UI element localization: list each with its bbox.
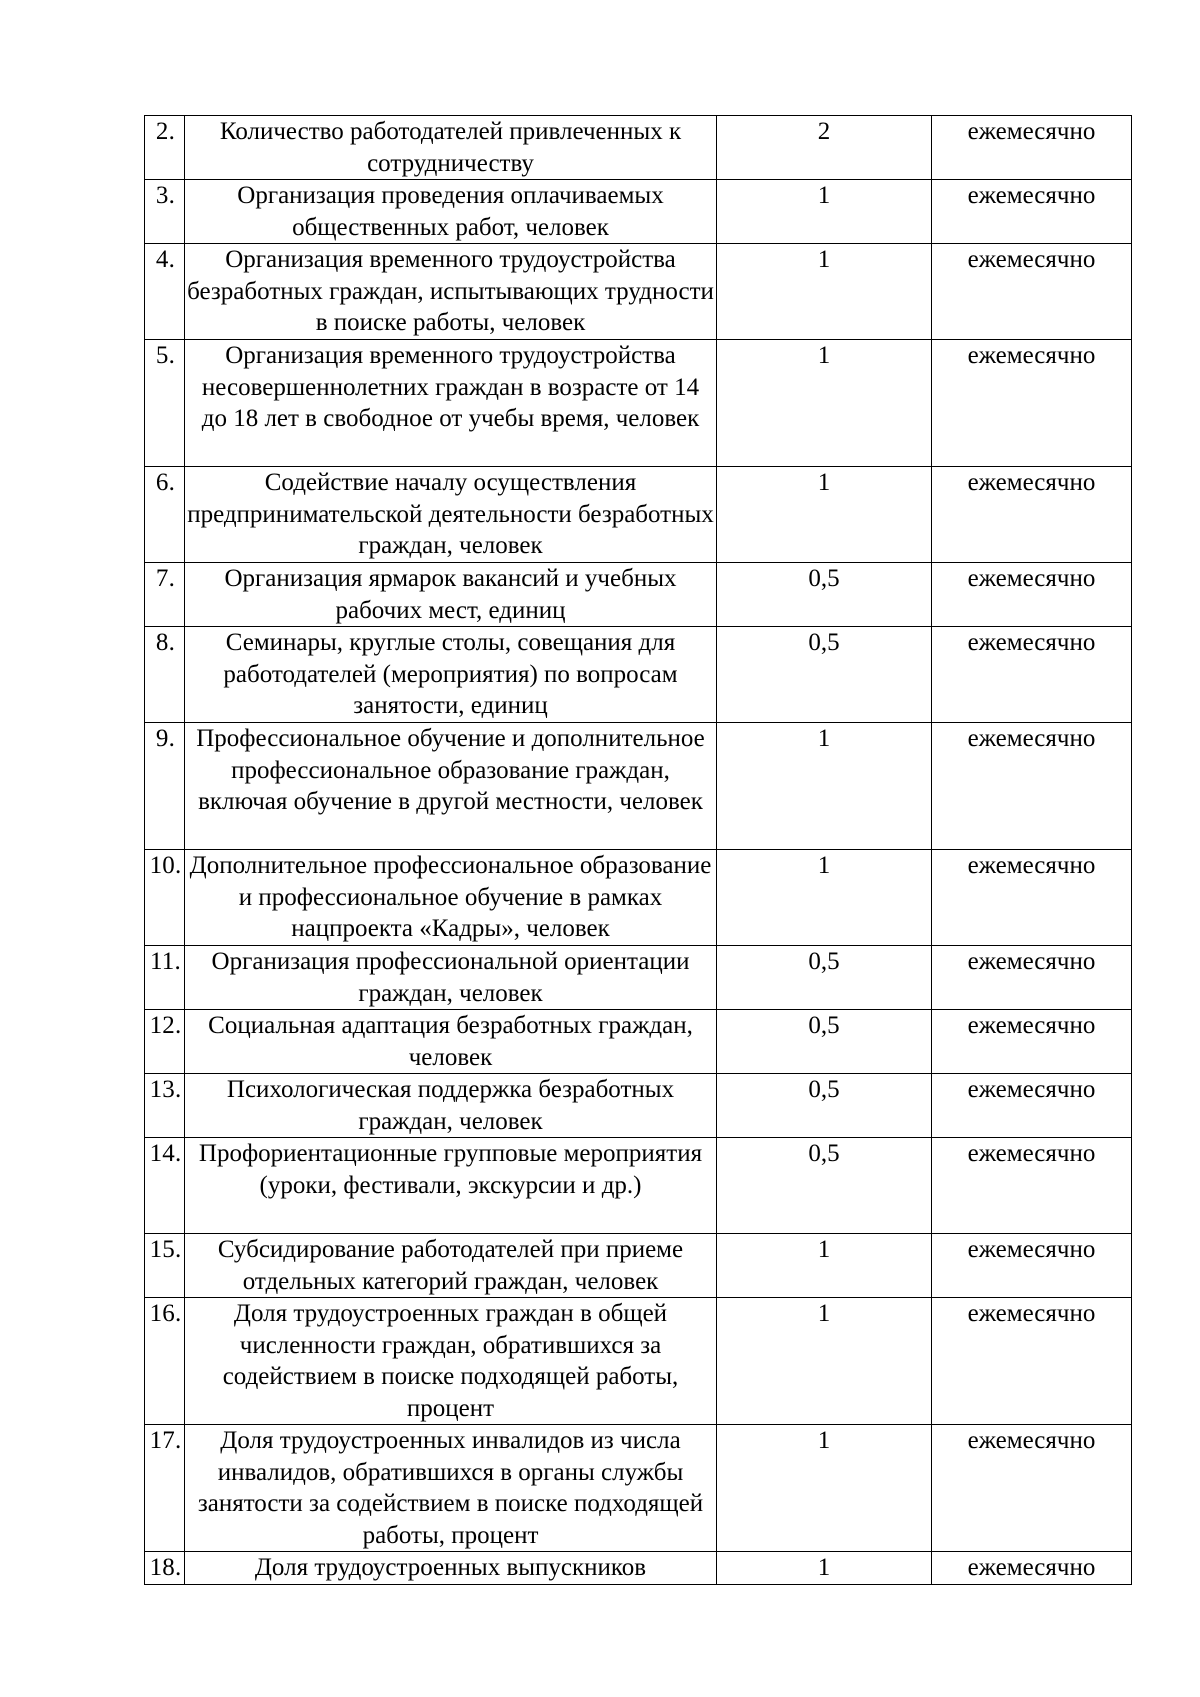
indicator-name: Профессиональное обучение и дополнительное профессиональное образование граждан, включая обучение в другой местности, человек [185, 723, 717, 850]
indicator-value: 2 [717, 116, 932, 180]
indicator-value: 1 [717, 244, 932, 340]
indicator-frequency: ежемесячно [932, 1552, 1132, 1585]
indicator-frequency: ежемесячно [932, 244, 1132, 340]
row-number: 12. [145, 1010, 185, 1074]
indicator-frequency: ежемесячно [932, 1138, 1132, 1234]
indicator-value: 0,5 [717, 946, 932, 1010]
table-row [145, 1552, 1132, 1585]
indicator-frequency: ежемесячно [932, 1010, 1132, 1074]
indicator-value: 1 [717, 1552, 932, 1585]
indicator-value: 0,5 [717, 1138, 932, 1234]
table-row [145, 627, 1132, 723]
table-row [145, 244, 1132, 340]
indicator-name: Количество работодателей привлеченных к сотрудничеству [185, 116, 717, 180]
table-row [145, 1074, 1132, 1138]
indicator-name: Содействие началу осуществления предпринимательской деятельности безработных граждан, человек [185, 467, 717, 563]
indicator-name: Психологическая поддержка безработных граждан, человек [185, 1074, 717, 1138]
table-row [145, 1234, 1132, 1298]
table-row [145, 1010, 1132, 1074]
row-number: 6. [145, 467, 185, 563]
indicator-name: Организация временного трудоустройства несовершеннолетних граждан в возрасте от 14 до 18 лет в свободное от учебы время, человек [185, 340, 717, 467]
indicator-frequency: ежемесячно [932, 723, 1132, 850]
indicator-frequency: ежемесячно [932, 563, 1132, 627]
indicator-frequency: ежемесячно [932, 340, 1132, 467]
indicator-value: 0,5 [717, 1074, 932, 1138]
indicator-name: Организация профессиональной ориентации граждан, человек [185, 946, 717, 1010]
indicator-name: Организация проведения оплачиваемых общественных работ, человек [185, 180, 717, 244]
table-row [145, 1425, 1132, 1552]
indicator-value: 1 [717, 1234, 932, 1298]
table-row [145, 467, 1132, 563]
table-row [145, 180, 1132, 244]
indicator-value: 1 [717, 340, 932, 467]
row-number: 17. [145, 1425, 185, 1552]
indicators-table-body [145, 116, 1132, 1585]
table-row [145, 1138, 1132, 1234]
indicator-name: Семинары, круглые столы, совещания для работодателей (мероприятия) по вопросам занятости, единиц [185, 627, 717, 723]
indicator-name: Доля трудоустроенных инвалидов из числа инвалидов, обратившихся в органы службы занятости за содействием в поиске подходящей работы, процент [185, 1425, 717, 1552]
indicator-value: 0,5 [717, 1010, 932, 1074]
table-row [145, 723, 1132, 850]
row-number: 15. [145, 1234, 185, 1298]
indicator-frequency: ежемесячно [932, 946, 1132, 1010]
indicators-table [144, 115, 1132, 1585]
row-number: 9. [145, 723, 185, 850]
table-row [145, 850, 1132, 946]
indicator-name: Организация ярмарок вакансий и учебных рабочих мест, единиц [185, 563, 717, 627]
indicator-frequency: ежемесячно [932, 627, 1132, 723]
row-number: 13. [145, 1074, 185, 1138]
indicator-frequency: ежемесячно [932, 1074, 1132, 1138]
table-row [145, 1298, 1132, 1425]
row-number: 11. [145, 946, 185, 1010]
row-number: 2. [145, 116, 185, 180]
row-number: 14. [145, 1138, 185, 1234]
table-row [145, 340, 1132, 467]
indicator-name: Социальная адаптация безработных граждан, человек [185, 1010, 717, 1074]
indicator-value: 1 [717, 1298, 932, 1425]
indicator-name: Доля трудоустроенных граждан в общей численности граждан, обратившихся за содействием в поиске подходящей работы, процент [185, 1298, 717, 1425]
table-row [145, 116, 1132, 180]
row-number: 8. [145, 627, 185, 723]
indicator-value: 1 [717, 723, 932, 850]
indicator-frequency: ежемесячно [932, 850, 1132, 946]
indicator-name: Субсидирование работодателей при приеме отдельных категорий граждан, человек [185, 1234, 717, 1298]
indicator-value: 1 [717, 850, 932, 946]
indicator-frequency: ежемесячно [932, 180, 1132, 244]
row-number: 7. [145, 563, 185, 627]
row-number: 10. [145, 850, 185, 946]
indicator-value: 1 [717, 467, 932, 563]
indicator-frequency: ежемесячно [932, 467, 1132, 563]
indicator-frequency: ежемесячно [932, 116, 1132, 180]
row-number: 5. [145, 340, 185, 467]
row-number: 18. [145, 1552, 185, 1585]
indicator-name: Организация временного трудоустройства безработных граждан, испытывающих трудности в поиске работы, человек [185, 244, 717, 340]
indicator-frequency: ежемесячно [932, 1298, 1132, 1425]
row-number: 16. [145, 1298, 185, 1425]
indicator-frequency: ежемесячно [932, 1425, 1132, 1552]
table-row [145, 946, 1132, 1010]
indicator-value: 1 [717, 1425, 932, 1552]
row-number: 3. [145, 180, 185, 244]
indicator-frequency: ежемесячно [932, 1234, 1132, 1298]
indicator-value: 1 [717, 180, 932, 244]
indicator-name: Дополнительное профессиональное образование и профессиональное обучение в рамках нацпроекта «Кадры», человек [185, 850, 717, 946]
indicator-value: 0,5 [717, 563, 932, 627]
table-row [145, 563, 1132, 627]
row-number: 4. [145, 244, 185, 340]
indicator-name: Профориентационные групповые мероприятия (уроки, фестивали, экскурсии и др.) [185, 1138, 717, 1234]
indicator-value: 0,5 [717, 627, 932, 723]
indicator-name: Доля трудоустроенных выпускников [185, 1552, 717, 1585]
